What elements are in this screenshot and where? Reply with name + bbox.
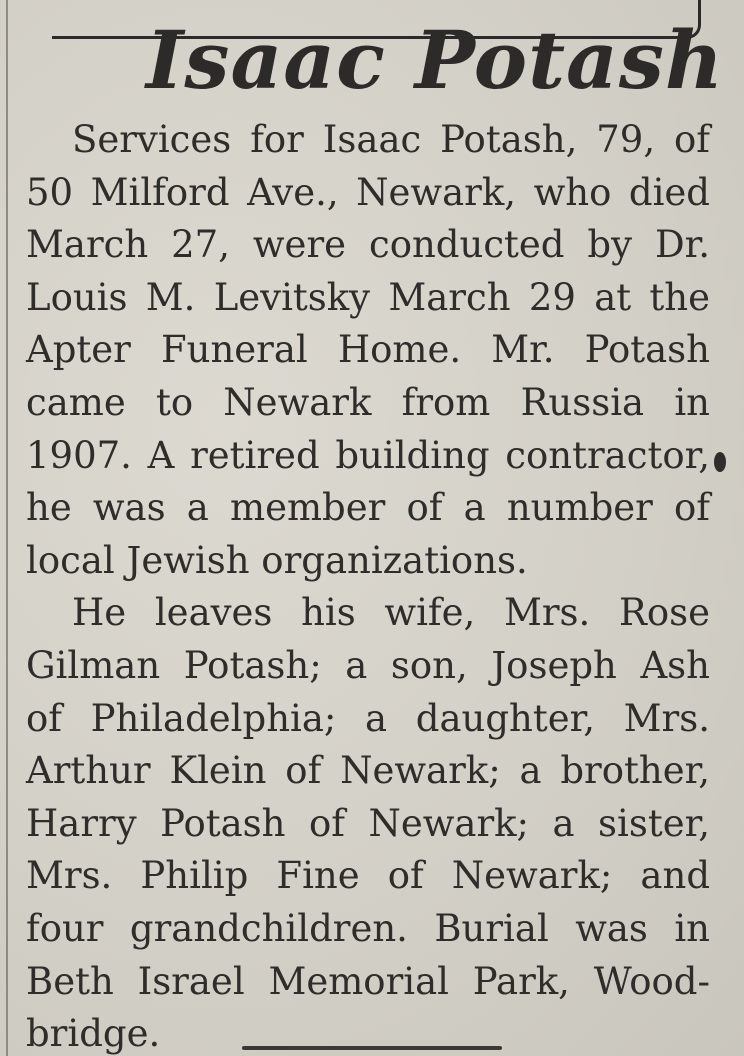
obituary-headline: Isaac Potash [146,13,725,107]
column-rule-left [6,0,8,1056]
text-line: came to Newark from Russia in [26,380,710,424]
column-rule-bottom [242,1046,502,1050]
text-line: bridge. [26,1012,161,1056]
text-line: Apter Funeral Home. Mr. Potash [26,328,710,372]
text-line: Louis M. Levitsky March 29 at the [26,275,710,319]
text-line: of Philadelphia; a daughter, Mrs. [26,696,710,740]
text-line: four grandchildren. Burial was in [26,906,710,950]
text-line: Beth Israel Memorial Park, Wood- [26,959,710,1003]
obituary-body [26,114,710,1056]
text-line: March 27, were conducted by Dr. [26,223,710,267]
ink-speck [714,452,726,472]
text-line: Services for Isaac Potash, 79, of [72,118,710,161]
text-line: He leaves his wife, Mrs. Rose [72,591,710,635]
text-line: Mrs. Philip Fine of Newark; and [26,854,710,898]
text-line: 1907. A retired building contractor, [26,433,710,477]
text-line: Gilman Potash; a son, Joseph Ash [26,643,710,687]
text-line: he was a member of a number of [26,486,710,530]
text-line: local Jewish organizations. [26,538,528,582]
text-line: Arthur Klein of Newark; a brother, [26,749,710,793]
text-line: 50 Milford Ave., Newark, who died [26,170,710,214]
text-line: Harry Potash of Newark; a sister, [26,801,710,845]
